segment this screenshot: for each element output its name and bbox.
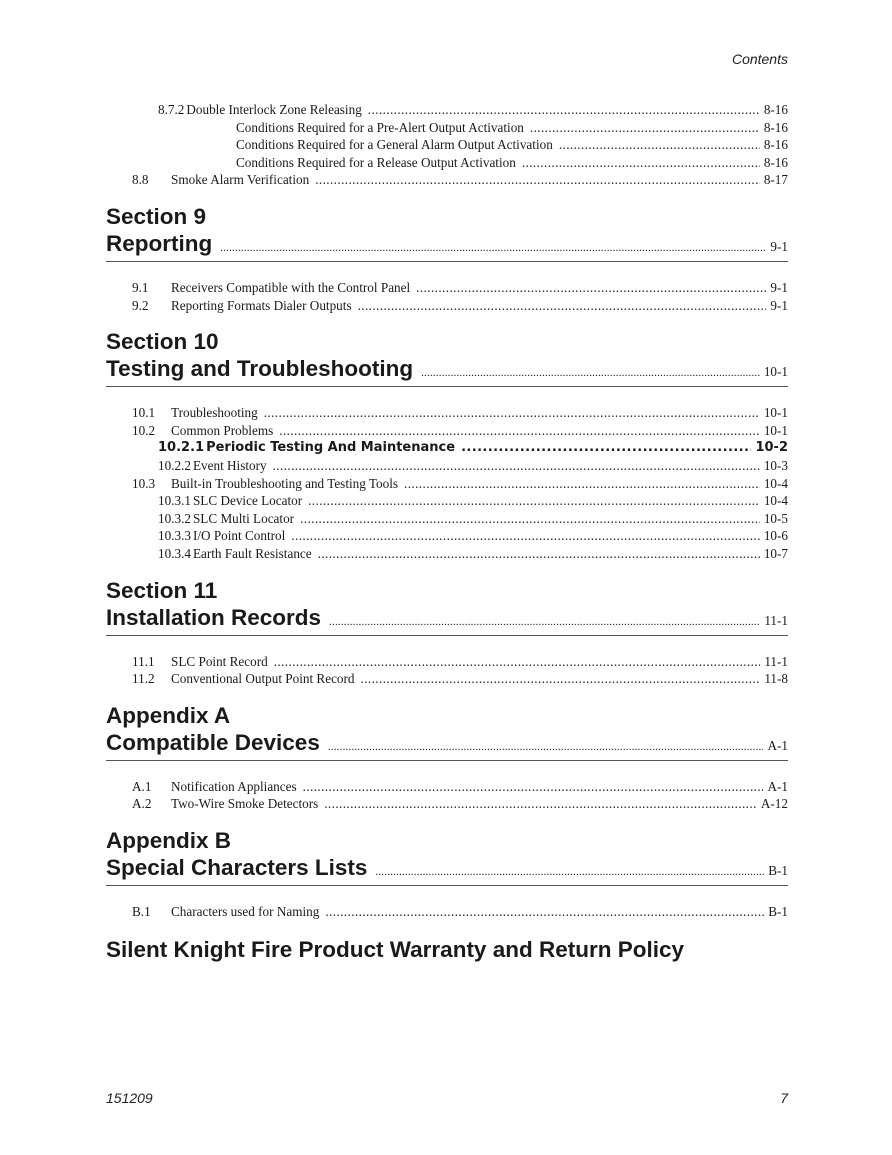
toc-entry[interactable] [106, 527, 788, 545]
dot-leader [300, 510, 760, 528]
toc-section [106, 577, 788, 688]
entry-title: Earth Fault Resistance [192, 545, 312, 561]
entry-title: Conditions Required for a Release Output Activation [236, 154, 516, 170]
toc-entry[interactable] [106, 101, 788, 119]
dot-leader [220, 242, 766, 254]
entry-number: 11.1 [132, 653, 155, 669]
entry-title: Built-in Troubleshooting and Testing Tools [171, 475, 399, 491]
section-entries [106, 778, 788, 813]
toc-section [106, 702, 788, 813]
entry-page-number: 8-16 [763, 119, 788, 135]
entry-number: 10.2.2 [158, 457, 191, 473]
entry-page-number: 8-17 [763, 172, 788, 188]
section-label: Section 10 [106, 329, 219, 355]
dot-leader [291, 527, 760, 545]
dot-leader [315, 171, 760, 189]
toc-section [106, 827, 788, 921]
entry-page-number: A-1 [767, 778, 788, 794]
section-entries [106, 404, 788, 562]
entry-page-number: 8-16 [763, 154, 788, 170]
entry-number: 10.3.4 [158, 545, 191, 561]
entry-number: A.1 [132, 778, 152, 794]
section-heading[interactable] [106, 729, 788, 761]
dot-leader [273, 457, 760, 475]
toc-entry[interactable] [106, 439, 788, 457]
entry-page-number: B-1 [768, 903, 788, 919]
running-header: Contents [731, 51, 788, 67]
entry-title: Periodic Testing And Maintenance [206, 440, 456, 456]
section-page-number: B-1 [768, 862, 788, 878]
entry-page-number: 10-3 [763, 457, 788, 473]
section-entries [106, 653, 788, 688]
section-label: Appendix A [106, 702, 231, 728]
entry-page-number: 10-4 [763, 475, 788, 491]
dot-leader [279, 422, 760, 440]
entry-page-number: 9-1 [770, 297, 788, 313]
dot-leader [404, 475, 760, 493]
toc-entry[interactable] [106, 297, 788, 315]
entry-title: SLC Device Locator [192, 493, 303, 509]
entry-title: Receivers Compatible with the Control Panel [171, 279, 411, 295]
section-entries [106, 903, 788, 921]
entry-title: Conditions Required for a Pre-Alert Output Activation [236, 119, 524, 135]
entry-page-number: 8-16 [763, 102, 788, 117]
dot-leader [264, 404, 760, 422]
toc-entry[interactable] [106, 171, 788, 189]
section-entries [106, 279, 788, 314]
section-heading[interactable] [106, 604, 788, 636]
dot-leader [375, 866, 764, 878]
entry-number: 9.2 [132, 297, 149, 313]
entry-number: 9.1 [132, 279, 149, 295]
section-title: Compatible Devices [106, 729, 320, 755]
table-of-contents [106, 101, 788, 963]
entry-title: Troubleshooting [171, 405, 258, 421]
entry-number: 10.2.1 [158, 440, 205, 456]
entry-number: 10.3 [132, 475, 156, 491]
entry-number: 10.3.2 [158, 510, 191, 526]
entry-page-number: 8-16 [763, 137, 788, 153]
entry-title: SLC Point Record [171, 653, 268, 669]
section-page-number: 10-1 [763, 364, 788, 380]
toc-entry[interactable] [106, 119, 788, 137]
dot-leader [559, 136, 760, 154]
entry-number: 10.1 [132, 405, 156, 421]
document-number: 151209 [106, 1090, 153, 1106]
section-page-number: 9-1 [770, 238, 788, 254]
toc-entry[interactable] [106, 778, 788, 796]
entry-title: Double Interlock Zone Releasing [186, 102, 362, 117]
entry-page-number: 10-4 [763, 493, 788, 509]
dot-leader [361, 670, 761, 688]
leading-entries [106, 101, 788, 189]
section-page-number: 11-1 [764, 612, 788, 628]
toc-entry[interactable] [106, 545, 788, 563]
toc-entry[interactable] [106, 903, 788, 921]
toc-section [106, 328, 788, 562]
dot-leader [368, 101, 760, 119]
section-title: Installation Records [106, 604, 322, 630]
section-heading[interactable] [106, 230, 788, 262]
page-number: 7 [780, 1090, 788, 1106]
entry-page-number: 10-1 [763, 422, 788, 438]
section-page-number: A-1 [767, 737, 788, 753]
toc-entry[interactable] [106, 510, 788, 528]
section-label: Section 11 [106, 577, 218, 603]
toc-entry[interactable] [106, 279, 788, 297]
entry-title: Two-Wire Smoke Detectors [171, 796, 319, 812]
entry-page-number: 11-1 [764, 653, 788, 669]
dot-leader [329, 616, 760, 628]
entry-page-number: 10-1 [763, 405, 788, 421]
entry-title: Conventional Output Point Record [171, 671, 355, 687]
toc-entry[interactable] [106, 795, 788, 813]
entry-title: Conditions Required for a General Alarm Output Activation [236, 137, 553, 153]
entry-title: Smoke Alarm Verification [171, 172, 310, 188]
dot-leader [421, 367, 760, 379]
warranty-section-title[interactable]: Silent Knight Fire Product Warranty and Return Policy [106, 937, 684, 963]
entry-title: Common Problems [171, 422, 274, 438]
entry-page-number: 10-2 [755, 440, 788, 456]
entry-title: Event History [192, 457, 267, 473]
entry-page-number: 10-5 [763, 510, 788, 526]
section-title: Reporting [106, 230, 213, 256]
toc-entry[interactable] [106, 475, 788, 493]
entry-number: B.1 [132, 903, 151, 919]
section-label: Appendix B [106, 827, 232, 853]
dot-leader [522, 154, 760, 172]
dot-leader [325, 903, 764, 921]
dot-leader [318, 545, 760, 563]
dot-leader [274, 653, 761, 671]
entry-title: Characters used for Naming [171, 903, 320, 919]
entry-number: 8.8 [132, 172, 149, 188]
dot-leader [308, 492, 760, 510]
dot-leader [303, 778, 764, 796]
entry-number: 8.7.2 [158, 102, 185, 117]
toc-section [106, 203, 788, 314]
entry-title: Notification Appliances [171, 778, 297, 794]
dot-leader [358, 297, 767, 315]
section-title: Testing and Troubleshooting [106, 356, 414, 382]
toc-entry[interactable] [106, 457, 788, 475]
toc-entry[interactable] [106, 670, 788, 688]
page-footer [106, 1090, 788, 1106]
section-heading[interactable] [106, 854, 788, 886]
toc-entry[interactable] [106, 492, 788, 510]
entry-title: I/O Point Control [192, 528, 286, 544]
entry-number: 11.2 [132, 671, 155, 687]
toc-entry[interactable] [106, 653, 788, 671]
entry-number: 10.3.1 [158, 493, 191, 509]
dot-leader [530, 119, 760, 137]
dot-leader [461, 439, 751, 457]
toc-entry[interactable] [106, 422, 788, 440]
entry-number: 10.3.3 [158, 528, 191, 544]
entry-title: SLC Multi Locator [192, 510, 295, 526]
toc-sections [106, 203, 788, 921]
entry-number: 10.2 [132, 422, 156, 438]
toc-entry[interactable] [106, 154, 788, 172]
toc-entry[interactable] [106, 136, 788, 154]
entry-number: A.2 [132, 796, 152, 812]
entry-page-number: 9-1 [770, 279, 788, 295]
entry-page-number: 11-8 [764, 671, 788, 687]
dot-leader [328, 741, 764, 753]
entry-page-number: 10-6 [763, 528, 788, 544]
section-label: Section 9 [106, 203, 207, 229]
section-heading[interactable] [106, 355, 788, 387]
entry-page-number: A-12 [760, 796, 788, 812]
dot-leader [324, 795, 757, 813]
section-title: Special Characters Lists [106, 854, 368, 880]
toc-entry[interactable] [106, 404, 788, 422]
dot-leader [416, 279, 766, 297]
entry-title: Reporting Formats Dialer Outputs [171, 297, 352, 313]
entry-page-number: 10-7 [763, 545, 788, 561]
